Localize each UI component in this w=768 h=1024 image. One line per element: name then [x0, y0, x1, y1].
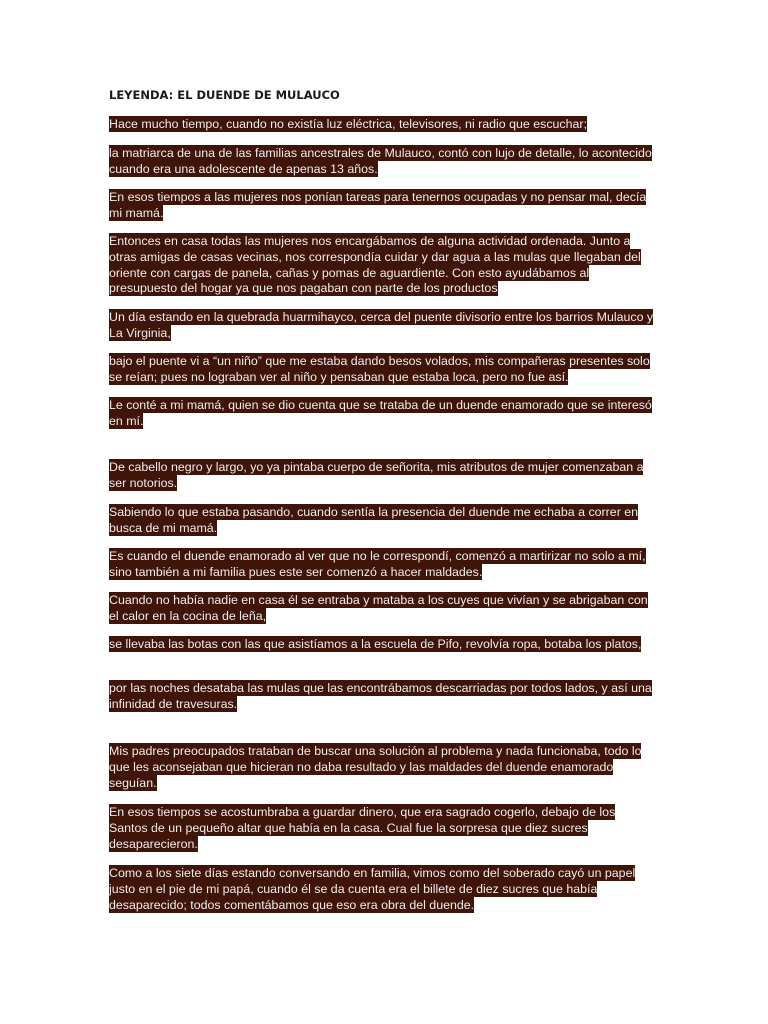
- paragraph-text: Le conté a mi mamá, quien se dio cuenta que se trataba de un duende enamorado que se interesó en mí.: [109, 398, 652, 428]
- paragraph-text: Como a los siete días estando conversando en familia, vimos como del soberado cayó un papel justo en el pie de mi papá, cuando él se da cuenta era el billete de diez sucres que había desaparecido; todos comentábamos que eso era obra del duende.: [109, 866, 636, 912]
- paragraph: [109, 549, 657, 581]
- paragraph: [109, 354, 657, 386]
- paragraph: [109, 866, 657, 913]
- paragraph: [109, 460, 657, 492]
- paragraph: [109, 805, 657, 852]
- paragraph: [109, 593, 657, 625]
- paragraph: [109, 146, 657, 178]
- paragraph-text: bajo el puente vi a “un niño” que me estaba dando besos volados, mis compañeras presentes solo se reían; pues no lograban ver al niño y pensaban que estaba loca, pero no fue así.: [109, 354, 650, 384]
- paragraph-text: En esos tiempos se acostumbraba a guardar dinero, que era sagrado cogerlo, debajo de los Santos de un pequeño altar que había en la casa. Cual fue la sorpresa que diez sucres desaparecieron.: [109, 805, 616, 851]
- paragraph-text: De cabello negro y largo, yo ya pintaba cuerpo de señorita, mis atributos de mujer comenzaban a ser notorios.: [109, 460, 644, 490]
- paragraph: [109, 637, 657, 653]
- paragraph-text: Un día estando en la quebrada huarmihayco, cerca del puente divisorio entre los barrios Mulauco y La Virginia,: [109, 310, 654, 340]
- paragraph-text: Hace mucho tiempo, cuando no existía luz eléctrica, televisores, ni radio que escuchar;: [109, 117, 587, 131]
- paragraph: [109, 234, 657, 297]
- paragraph-text: Mis padres preocupados trataban de buscar una solución al problema y nada funcionaba, todo lo que les aconsejaban que hicieran no daba resultado y las maldades del duende enamorado seguían.: [109, 744, 642, 790]
- paragraph: [109, 310, 657, 342]
- paragraph-text: Entonces en casa todas las mujeres nos encargábamos de alguna actividad ordenada. Junto a otras amigas de casas vecinas, nos correspondía cuidar y dar agua a las mulas que llegaban del oriente con cargas de panela, cañas y pomas de aguardiente. Con esto ayudábamos al presupuesto del hogar ya que nos pagaban con parte de los productos: [109, 234, 641, 296]
- paragraph-text: En esos tiempos a las mujeres nos ponían tareas para tenernos ocupadas y no pensar mal, decía mi mamá.: [109, 190, 647, 220]
- paragraph-text: Sabiendo lo que estaba pasando, cuando sentía la presencia del duende me echaba a correr en busca de mi mamá.: [109, 505, 639, 535]
- paragraph-text: la matriarca de una de las familias ancestrales de Mulauco, contó con lujo de detalle, lo acontecido cuando era una adolescente de apenas 13 años.: [109, 146, 652, 176]
- paragraph: [109, 744, 657, 791]
- paragraph-text: Es cuando el duende enamorado al ver que no le correspondí, comenzó a martirizar no solo a mí, sino también a mi familia pues este ser comenzó a hacer maldades.: [109, 549, 646, 579]
- paragraph: [109, 681, 657, 713]
- paragraph: [109, 117, 657, 133]
- document-title: LEYENDA: EL DUENDE DE MULAUCO: [109, 88, 340, 102]
- paragraph-text: Cuando no había nadie en casa él se entraba y mataba a los cuyes que vivían y se abrigaban con el calor en la cocina de leña,: [109, 593, 648, 623]
- paragraph: [109, 398, 657, 430]
- paragraph: [109, 190, 657, 222]
- paragraph: [109, 505, 657, 537]
- paragraph-text: se llevaba las botas con las que asistíamos a la escuela de Pifo, revolvía ropa, botaba los platos,: [109, 637, 642, 651]
- paragraph-text: por las noches desataba las mulas que las encontrábamos descarriadas por todos lados, y así una infinidad de travesuras.: [109, 681, 652, 711]
